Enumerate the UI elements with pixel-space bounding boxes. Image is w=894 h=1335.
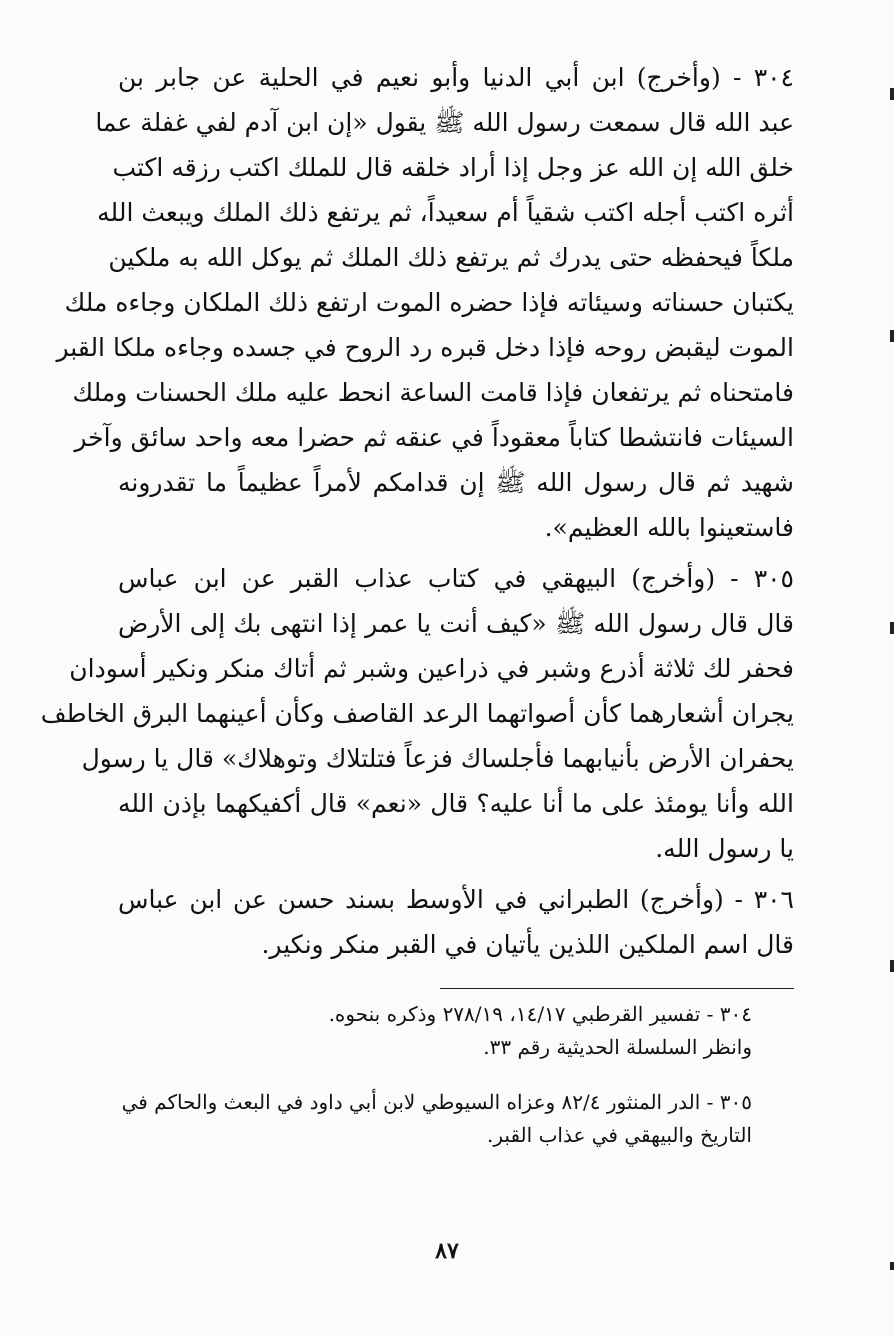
- text-line: أثره اكتب أجله اكتب شقياً أم سعيداً، ثم يرتفع ذلك الملك ويبعث الله: [97, 198, 794, 227]
- text-line: يا رسول الله.: [655, 834, 794, 863]
- page-edge-mark: [890, 622, 894, 634]
- text-line: فحفر لك ثلاثة أذرع وشبر في ذراعين وشبر ثم أتاك منكر ونكير أسودان: [69, 654, 794, 683]
- paragraph-306: [118, 877, 794, 967]
- text-line: ٣٠٦ - (وأخرج) الطبراني في الأوسط بسند حسن عن ابن عباس: [118, 885, 794, 914]
- text-line: ٣٠٤ - (وأخرج) ابن أبي الدنيا وأبو نعيم في الحلية عن جابر بن: [118, 63, 794, 92]
- paragraph-305: [40, 556, 794, 871]
- footnotes: [118, 998, 752, 1174]
- text-line: يحفران الأرض بأنيابهما فأجلساك فزعاً فتلتلاك وتوهلاك» قال يا رسول: [81, 744, 794, 773]
- footnote-line: ٣٠٤ - تفسير القرطبي ١٤/١٧، ٢٧٨/١٩ وذكره بنحوه.: [328, 1002, 752, 1026]
- text-line: الله وأنا يومئذ على ما أنا عليه؟ قال «نعم» قال أكفيكهما بإذن الله: [118, 789, 794, 818]
- footnote-304: [118, 998, 752, 1064]
- footnote-305: [118, 1086, 752, 1152]
- page-edge-mark: [890, 88, 894, 100]
- text-line: قال اسم الملكين اللذين يأتيان في القبر منكر ونكير.: [261, 930, 794, 959]
- page-edge-mark: [890, 330, 894, 342]
- text-line: يجران أشعارهما كأن أصواتهما الرعد القاصف وكأن أعينهما البرق الخاطف: [40, 699, 794, 728]
- page-edge-mark: [890, 960, 894, 972]
- footnote-line: وانظر السلسلة الحديثية رقم ٣٣.: [483, 1035, 752, 1059]
- text-line: شهيد ثم قال رسول الله ﷺ إن قدامكم لأمراً عظيماً ما تقدرونه: [118, 468, 794, 497]
- text-line: السيئات فانتشطا كتاباً معقوداً في عنقه ثم حضرا معه واحد سائق وآخر: [74, 423, 794, 452]
- footnote-line: ٣٠٥ - الدر المنثور ٨٢/٤ وعزاه السيوطي لابن أبي داود في البعث والحاكم في: [121, 1090, 752, 1114]
- footnote-line: التاريخ والبيهقي في عذاب القبر.: [487, 1123, 752, 1147]
- footnote-separator: [440, 988, 794, 989]
- page-number: ٨٧: [435, 1238, 459, 1264]
- main-text: [40, 55, 794, 973]
- text-line: الموت ليقبض روحه فإذا دخل قبره رد الروح في جسده وجاءه ملكا القبر: [56, 333, 794, 362]
- paragraph-304: [56, 55, 794, 550]
- text-line: يكتبان حسناته وسيئاته فإذا حضره الموت ارتفع ذلك الملكان وجاءه ملك: [64, 288, 794, 317]
- text-line: عبد الله قال سمعت رسول الله ﷺ يقول «إن ابن آدم لفي غفلة عما: [95, 108, 794, 137]
- text-line: فاستعينوا بالله العظيم».: [544, 513, 794, 542]
- text-line: فامتحناه ثم يرتفعان فإذا قامت الساعة انحط عليه ملك الحسنات وملك: [72, 378, 794, 407]
- text-line: خلق الله إن الله عز وجل إذا أراد خلقه قال للملك اكتب رزقه اكتب: [112, 153, 794, 182]
- text-line: ٣٠٥ - (وأخرج) البيهقي في كتاب عذاب القبر عن ابن عباس: [118, 564, 794, 593]
- text-line: ملكاً فيحفظه حتى يدرك ثم يرتفع ذلك الملك ثم يوكل الله به ملكين: [108, 243, 794, 272]
- text-line: قال قال رسول الله ﷺ «كيف أنت يا عمر إذا انتهى بك إلى الأرض: [118, 609, 794, 638]
